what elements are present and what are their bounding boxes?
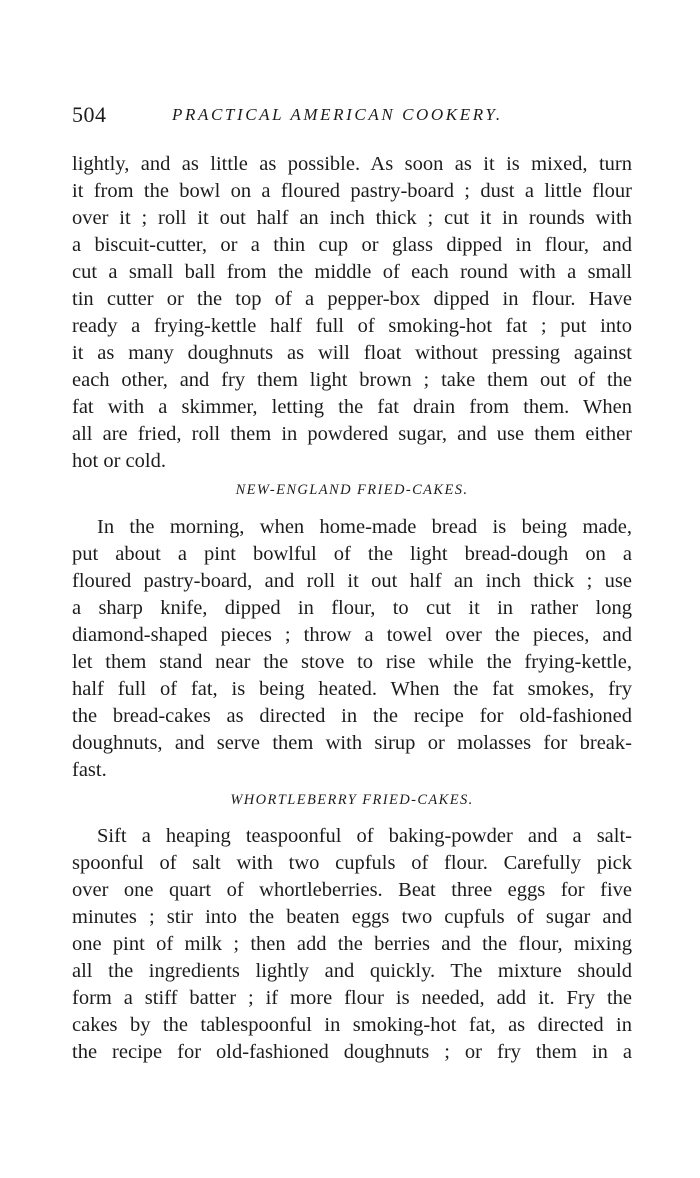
text-line: hot or cold.: [72, 450, 166, 472]
text-line: all are fried, roll them in powdered sugar, and use them either: [72, 423, 632, 445]
text-line: put about a pint bowlful of the light bread-dough on a: [72, 543, 632, 565]
text-line: a biscuit-cutter, or a thin cup or glass dipped in flour, and: [72, 234, 632, 256]
text-line: fat with a skimmer, letting the fat drain from them. When: [72, 396, 632, 418]
text-line: tin cutter or the top of a pepper-box dipped in flour. Have: [72, 288, 632, 310]
text-line: let them stand near the stove to rise while the frying-kettle,: [72, 651, 632, 673]
section-heading-new-england-fried-cakes: NEW-ENGLAND FRIED-CAKES.: [235, 482, 469, 498]
text-line: over it ; roll it out half an inch thick ; cut it in rounds with: [72, 207, 632, 229]
text-line: form a stiff batter ; if more flour is needed, add it. Fry the: [72, 987, 632, 1009]
text-line: In the morning, when home-made bread is being made,: [97, 516, 632, 538]
page-number: 504: [72, 102, 107, 127]
recipe-paragraph-continued: [72, 151, 632, 475]
text-line: the bread-cakes as directed in the recipe for old-fashioned: [72, 705, 632, 727]
text-line: half full of fat, is being heated. When the fat smokes, fry: [72, 678, 632, 700]
text-line: ready a frying-kettle half full of smoking-hot fat ; put into: [72, 315, 632, 337]
text-line: each other, and fry them light brown ; take them out of the: [72, 369, 632, 391]
text-line: fast.: [72, 759, 107, 781]
text-line: a sharp knife, dipped in flour, to cut it in rather long: [72, 597, 632, 619]
text-line: the recipe for old-fashioned doughnuts ; or fry them in a: [72, 1041, 632, 1063]
page-header: [72, 102, 632, 132]
text-line: all the ingredients lightly and quickly. The mixture should: [72, 960, 632, 982]
recipe-paragraph-whortleberry: [72, 823, 632, 1066]
running-title: PRACTICAL AMERICAN COOKERY.: [172, 105, 503, 124]
text-line: it as many doughnuts as will float without pressing against: [72, 342, 632, 364]
text-line: minutes ; stir into the beaten eggs two cupfuls of sugar and: [72, 906, 632, 928]
text-line: cut a small ball from the middle of each round with a small: [72, 261, 632, 283]
text-line: lightly, and as little as possible. As soon as it is mixed, turn: [72, 153, 632, 175]
text-line: spoonful of salt with two cupfuls of flour. Carefully pick: [72, 852, 632, 874]
text-line: it from the bowl on a floured pastry-board ; dust a little flour: [72, 180, 632, 202]
text-line: one pint of milk ; then add the berries and the flour, mixing: [72, 933, 632, 955]
recipe-paragraph-new-england: [72, 514, 632, 784]
text-line: floured pastry-board, and roll it out half an inch thick ; use: [72, 570, 632, 592]
text-line: diamond-shaped pieces ; throw a towel over the pieces, and: [72, 624, 632, 646]
text-line: Sift a heaping teaspoonful of baking-powder and a salt-: [97, 825, 632, 847]
text-line: over one quart of whortleberries. Beat three eggs for five: [72, 879, 632, 901]
text-line: cakes by the tablespoonful in smoking-hot fat, as directed in: [72, 1014, 632, 1036]
section-heading-whortleberry-fried-cakes: WHORTLEBERRY FRIED-CAKES.: [230, 792, 474, 808]
text-line: doughnuts, and serve them with sirup or molasses for break-: [72, 732, 632, 754]
